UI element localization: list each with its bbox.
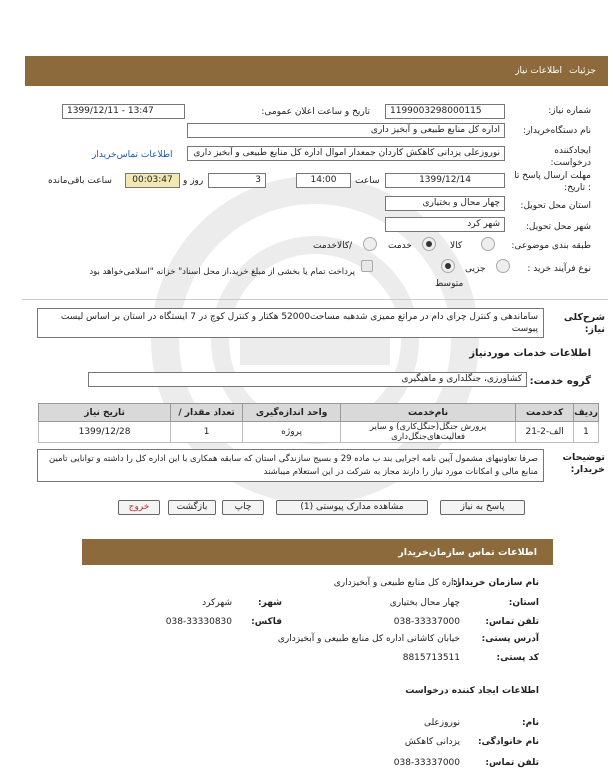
creator-label: ایجادکننده درخواست: xyxy=(550,146,591,168)
deadline-time-field: 14:00 xyxy=(296,173,351,188)
col-header: تاریخ نیاز xyxy=(39,404,171,422)
city-contact-label: شهر: xyxy=(258,598,282,608)
address-value: خیابان کاشانی اداره کل منابع طبیعی و آبخیزداری xyxy=(277,634,460,644)
address-label: آدرس پستی: xyxy=(481,634,539,644)
province-contact-label: استان: xyxy=(508,598,539,608)
city-field: شهر کرد xyxy=(385,217,505,232)
col-header: واحد اندازه‌گیری xyxy=(243,404,341,422)
postal-label: کد پستی: xyxy=(496,653,539,663)
creator-phone-label: تلفن تماس: xyxy=(485,758,539,768)
remaining-time-field: 00:03:47 xyxy=(125,173,180,188)
time-label: ساعت xyxy=(355,176,380,186)
radio-service-label: خدمت xyxy=(388,241,412,251)
radio-goods-service-label: /کالاخدمت xyxy=(313,241,353,251)
creator-field: نوروزعلی یزدانی کاهکش کاردان جمعدار اموال اداره کل منابع طبیعی و آبخیز داری xyxy=(187,146,505,161)
services-section-title: اطلاعات خدمات موردنیاز xyxy=(469,348,591,359)
cell-date: 1399/12/28 xyxy=(39,422,171,443)
need-number-label: شماره نیاز: xyxy=(548,106,591,116)
days-label: روز و xyxy=(183,176,204,186)
deadline-label: مهلت ارسال پاسخ تا : تاریخ: xyxy=(514,171,591,193)
summary-field: ساماندهی و کنترل چرای دام در مراتع ممیزی شدهبه مساحت52000 هکتار و کنترل کوچ در 7 ایستگاه در استان بر اساس لیست پیوست xyxy=(37,308,544,338)
col-header: کدخدمت xyxy=(516,404,574,422)
notes-label: توضیحات خریدار: xyxy=(562,452,605,475)
back-button[interactable]: بازگشت xyxy=(168,500,216,515)
province-label: استان محل تحویل: xyxy=(520,201,591,211)
cell-qty: 1 xyxy=(171,422,243,443)
header-bar xyxy=(25,56,608,86)
buyer-field: اداره کل منابع طبیعی و آبخیز داری xyxy=(187,123,505,138)
cell-name: پرورش جنگل(جنگل‌کاری) و سایر فعالیت‌های‌جنگل‌داری xyxy=(341,422,516,443)
treasury-payment-note: پرداخت تمام یا بخشی از مبلغ خرید،از محل اسناد" خزانه "اسلامی‌خواهد بود xyxy=(89,267,355,277)
tab-details[interactable]: جزئیات xyxy=(569,66,596,76)
phone-label: تلفن تماس: xyxy=(485,617,539,627)
days-field: 3 xyxy=(208,173,266,188)
creator-section-title: اطلاعات ایجاد کننده درخواست xyxy=(405,686,539,696)
family-label: نام خانوادگی: xyxy=(477,737,539,747)
name-value: نوروزعلی xyxy=(423,718,460,728)
treasury-payment-checkbox[interactable] xyxy=(361,260,373,272)
buyer-contact-link[interactable]: اطلاعات تماس‌خریدار xyxy=(92,150,173,160)
radio-medium-label: متوسط xyxy=(435,279,464,289)
reply-button[interactable]: پاسخ به نیاز xyxy=(440,500,525,515)
fax-value: 038-33330830 xyxy=(165,617,232,627)
radio-goods[interactable] xyxy=(481,237,495,251)
category-label: طبقه بندی موضوعی: xyxy=(511,241,591,251)
remaining-label: ساعت باقی‌مانده xyxy=(48,176,112,186)
process-label: نوع فرآیند خرید : xyxy=(527,264,591,274)
exit-button[interactable]: خروج xyxy=(118,500,160,515)
col-header: تعداد مقدار / xyxy=(171,404,243,422)
postal-value: 8815713511 xyxy=(402,653,460,663)
tab-need-info[interactable]: اطلاعات نیاز xyxy=(515,66,562,76)
province-contact-value: چهار محال بختیاری xyxy=(389,598,460,608)
org-value: اداره کل منابع طبیعی و آبخیزداری xyxy=(333,578,460,588)
fax-label: فاکس: xyxy=(251,617,282,627)
province-field: چهار محال و بختیاری xyxy=(385,196,505,211)
radio-goods-service[interactable] xyxy=(363,237,377,251)
print-button[interactable]: چاپ xyxy=(222,500,264,515)
phone-value: 038-33337000 xyxy=(393,617,460,627)
name-label: نام: xyxy=(522,718,539,728)
cell-code: الف-2-21 xyxy=(516,422,574,443)
radio-medium[interactable] xyxy=(441,259,455,273)
attachments-button[interactable]: مشاهده مدارک پیوستی (1) xyxy=(276,500,428,515)
notes-field: صرفا تعاونیهای مشمول آیین نامه اجرایی بند ب ماده 29 و بسیج سازندگی استان که سابقه همکاری با این اداره کل را داشته و توانایی تامین منابع مالی و امکانات مورد نیاز را دارند مجاز به شرکت در این استعلام میباشند xyxy=(37,449,544,482)
city-contact-value: شهرکرد xyxy=(202,598,232,608)
creator-phone-value: 038-33337000 xyxy=(393,758,460,768)
cell-unit: پروژه xyxy=(243,422,341,443)
contact-header-bar xyxy=(82,539,553,565)
org-label: نام سازمان خریدار: xyxy=(452,578,539,588)
service-group-label: گروه خدمت: xyxy=(529,376,591,387)
divider xyxy=(22,299,608,300)
table-row xyxy=(39,422,599,443)
radio-goods-label: کالا xyxy=(450,241,463,251)
announce-field: 1399/12/11 - 13:47 xyxy=(62,104,185,119)
summary-label: شرح‌کلی نیاز: xyxy=(563,312,605,335)
service-group-field: کشاورزی، جنگلداری و ماهیگیری xyxy=(88,372,527,387)
buyer-label: نام دستگاه‌خریدار: xyxy=(522,126,591,136)
col-header: نام‌خدمت xyxy=(341,404,516,422)
cell-index: 1 xyxy=(574,422,599,443)
contact-title: اطلاعات تماس سازمان‌خریدار xyxy=(398,547,537,558)
services-table xyxy=(38,403,599,443)
radio-minor-label: جزیی xyxy=(465,264,486,274)
need-number-field: 1199003298000115 xyxy=(385,104,505,119)
radio-minor[interactable] xyxy=(496,259,510,273)
col-header: ردیف xyxy=(574,404,599,422)
city-label: شهر محل تحویل: xyxy=(525,222,591,232)
deadline-date-field: 1399/12/14 xyxy=(385,173,505,188)
radio-service[interactable] xyxy=(422,237,436,251)
family-value: یزدانی کاهکش xyxy=(404,737,460,747)
announce-label: تاریخ و ساعت اعلان عمومی: xyxy=(261,107,370,117)
